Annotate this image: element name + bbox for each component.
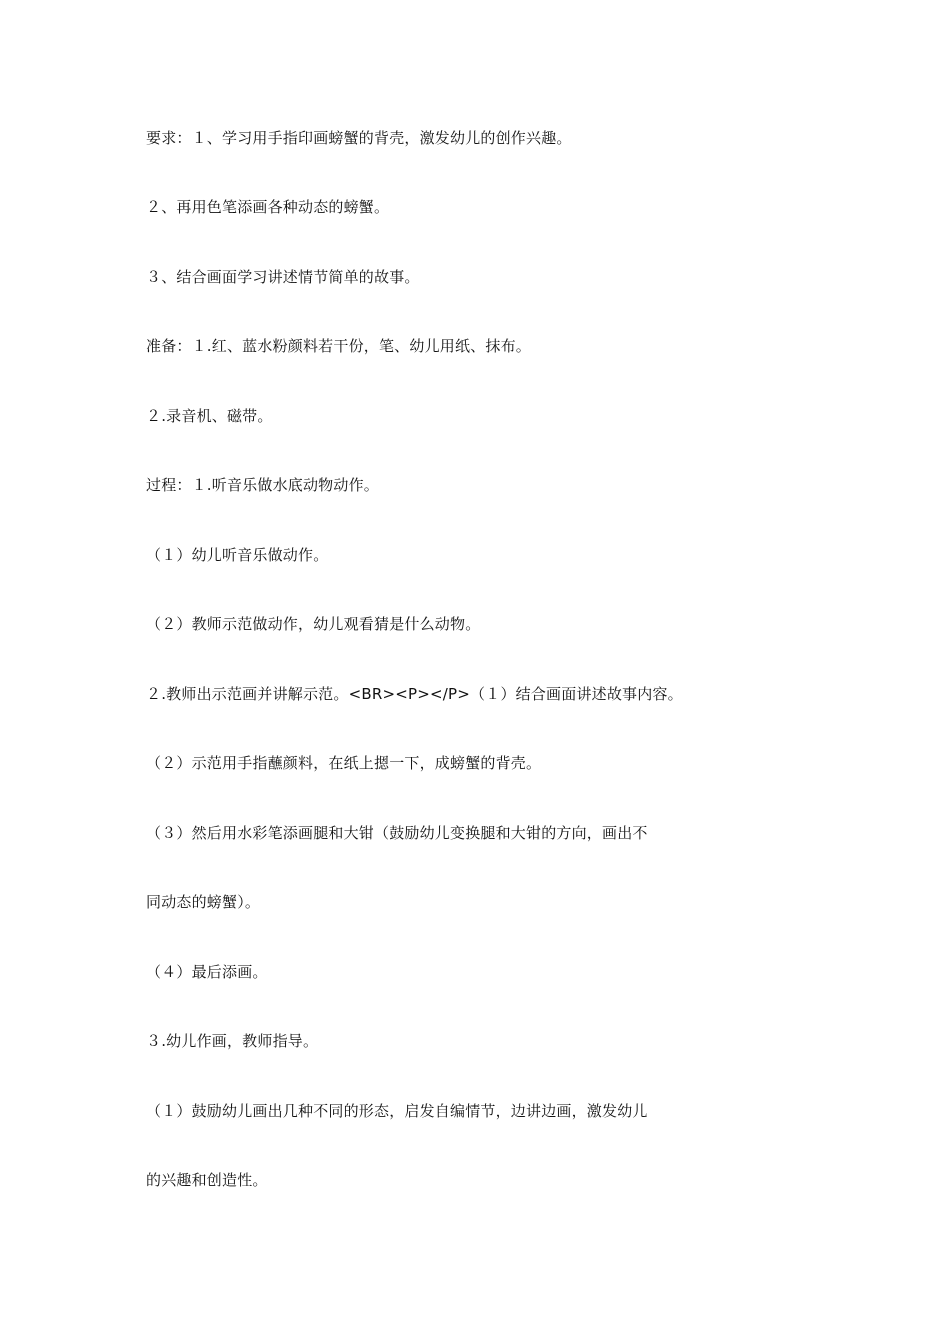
process-step-1-2: （２）教师示范做动作，幼儿观看猜是什么动物。 [146,615,481,633]
process-step-1-1: （１）幼儿听音乐做动作。 [146,546,329,564]
preparation-line-2: ２.录音机、磁带。 [146,407,273,425]
process-step-2-3b: 同动态的螃蟹）。 [146,893,261,911]
preparation-line-1: 准备：１.红、蓝水粉颜料若干份，笔、幼儿用纸、抹布。 [146,337,531,355]
html-tag-text: <BR><P></P> [348,685,471,703]
process-step-2-3a: （３）然后用水彩笔添画腿和大钳（鼓励幼儿变换腿和大钳的方向，画出不 [146,824,648,842]
process-line-2-text: ２.教师出示范画并讲解示范。 [146,685,349,703]
process-step-3-1a: （１）鼓励幼儿画出几种不同的形态，启发自编情节，边讲边画，激发幼儿 [146,1102,648,1120]
process-step-2-4: （４）最后添画。 [146,963,268,981]
process-step-2-1: （１）结合画面讲述故事内容。 [470,685,683,703]
process-line-1: 过程：１.听音乐做水底动物动作。 [146,476,379,494]
process-step-2-2: （２）示范用手指蘸颜料，在纸上摁一下，成螃蟹的背壳。 [146,754,542,772]
requirement-line-2: ２、再用色笔添画各种动态的螃蟹。 [146,198,390,216]
requirement-line-3: ３、结合画面学习讲述情节简单的故事。 [146,268,420,286]
process-line-3: ３.幼儿作画，教师指导。 [146,1032,319,1050]
process-line-2 [146,684,683,704]
process-step-3-1b: 的兴趣和创造性。 [146,1171,268,1189]
requirement-line-1: 要求：１、学习用手指印画螃蟹的背壳，激发幼儿的创作兴趣。 [146,129,572,147]
